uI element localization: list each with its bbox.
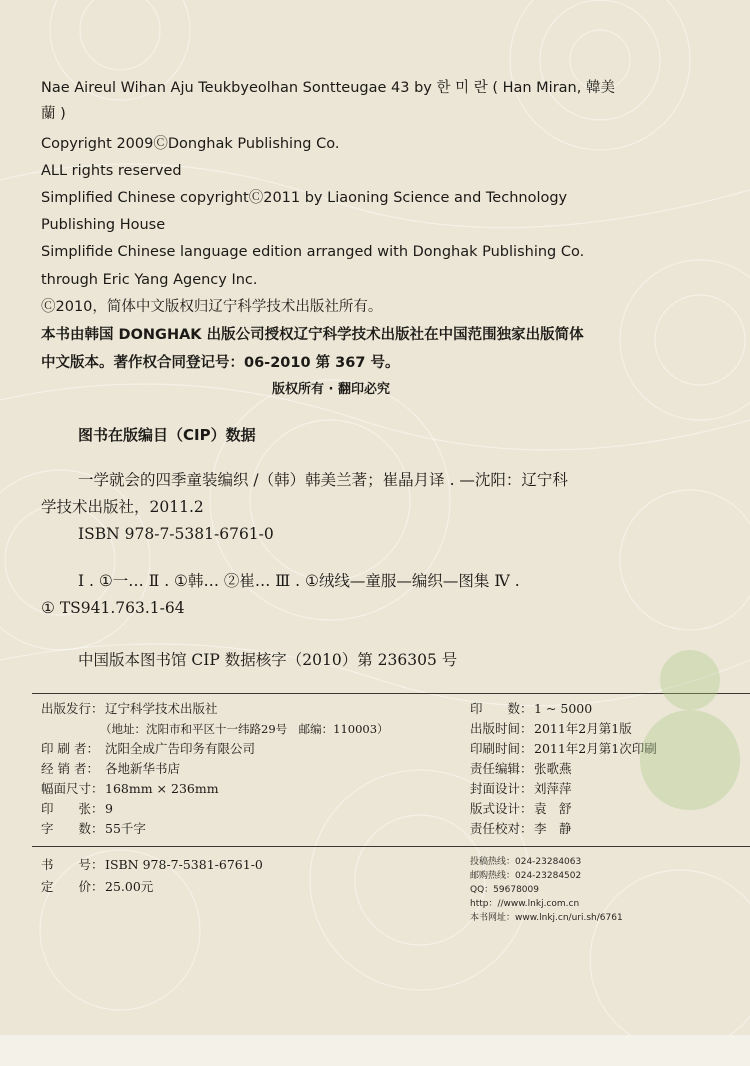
info-value: 1 ~ 5000 bbox=[534, 701, 593, 716]
info-value: 168mm × 236mm bbox=[105, 781, 219, 796]
info-key: 幅面尺寸： bbox=[41, 781, 104, 796]
info-print-run bbox=[470, 700, 592, 718]
contact-website: http：//www.lnkj.com.cn bbox=[470, 899, 580, 909]
info-value: 张歌燕 bbox=[534, 761, 572, 776]
info-distributor bbox=[41, 760, 180, 778]
watermark-stamp bbox=[620, 620, 740, 820]
info-key: 印 张： bbox=[41, 801, 104, 816]
info-value: 25.00元 bbox=[105, 879, 154, 894]
info-layout-designer bbox=[470, 800, 572, 818]
info-key: 封面设计： bbox=[470, 781, 533, 796]
divider-bottom bbox=[32, 846, 750, 847]
info-key: 责任校对： bbox=[470, 821, 533, 836]
info-value: 各地新华书店 bbox=[105, 761, 181, 776]
contact-qq: QQ：59678009 bbox=[470, 885, 539, 895]
cip-heading: 图书在版编目（CIP）数据 bbox=[78, 426, 256, 444]
info-word-count bbox=[41, 820, 146, 838]
cip-title-line-1: 一学就会的四季童装编织 /（韩）韩美兰著；崔晶月译 . —沈阳：辽宁科 bbox=[78, 471, 568, 489]
authorization-statement-line-2: 中文版本。著作权合同登记号：06-2010 第 367 号。 bbox=[41, 355, 400, 371]
copyright-line-4: ALL rights reserved bbox=[41, 163, 182, 179]
copyright-line-3: Copyright 2009ⒸDonghak Publishing Co. bbox=[41, 136, 340, 152]
info-value: ISBN 978-7-5381-6761-0 bbox=[105, 857, 263, 872]
info-printed-sheets bbox=[41, 800, 113, 818]
info-value: 刘萍萍 bbox=[534, 781, 572, 796]
book-isbn bbox=[41, 856, 263, 874]
info-publication-date bbox=[470, 720, 632, 738]
authorization-statement-line-1: 本书由韩国 DONGHAK 出版公司授权辽宁科学技术出版社在中国范围独家出版简体 bbox=[41, 327, 584, 343]
book-price bbox=[41, 878, 153, 896]
info-value: 沈阳全成广告印务有限公司 bbox=[105, 741, 256, 756]
info-value: 55千字 bbox=[105, 821, 146, 836]
info-value: 袁 舒 bbox=[534, 801, 572, 816]
cip-classification-line-1: Ⅰ . ①一… Ⅱ . ①韩… ②崔… Ⅲ . ①绒线—童服—编织—图集 Ⅳ . bbox=[78, 572, 520, 590]
info-publisher bbox=[41, 700, 218, 718]
info-key: 定 价： bbox=[41, 879, 104, 894]
info-value: 9 bbox=[105, 801, 113, 816]
info-value: 李 静 bbox=[534, 821, 572, 836]
info-key: 印 刷 者： bbox=[41, 741, 99, 756]
info-proofreader bbox=[470, 820, 572, 838]
page-bottom-margin bbox=[0, 1035, 750, 1066]
info-value: 辽宁科学技术出版社 bbox=[105, 701, 218, 716]
info-editor bbox=[470, 760, 572, 778]
info-key: 出版时间： bbox=[470, 721, 533, 736]
cip-classification-line-2: ① TS941.763.1-64 bbox=[41, 599, 185, 617]
info-value: 2011年2月第1版 bbox=[534, 721, 632, 736]
copyright-line-7: Simplifide Chinese language edition arranged with Donghak Publishing Co. bbox=[41, 244, 585, 260]
copyright-line-5: Simplified Chinese copyrightⒸ2011 by Liaoning Science and Technology bbox=[41, 190, 568, 206]
cip-verification-number: 中国版本图书馆 CIP 数据核字（2010）第 236305 号 bbox=[78, 651, 458, 669]
info-key: 字 数： bbox=[41, 821, 104, 836]
contact-mail-order-hotline: 邮购热线：024-23284502 bbox=[470, 871, 582, 881]
cip-title-line-2: 学技术出版社，2011.2 bbox=[41, 498, 204, 516]
info-key: 版式设计： bbox=[470, 801, 533, 816]
copyright-line-8: through Eric Yang Agency Inc. bbox=[41, 272, 258, 288]
info-value: （地址：沈阳市和平区十一纬路29号 邮编：110003） bbox=[100, 722, 389, 736]
info-key: 经 销 者： bbox=[41, 761, 99, 776]
info-value: 2011年2月第1次印刷 bbox=[534, 741, 657, 756]
contact-book-url: 本书网址：www.lnkj.cn/uri.sh/6761 bbox=[470, 913, 623, 923]
info-printer bbox=[41, 740, 255, 758]
all-rights-reserved: 版权所有 · 翻印必究 bbox=[272, 382, 390, 397]
copyright-line-6: Publishing House bbox=[41, 217, 166, 233]
info-key: 书 号： bbox=[41, 857, 104, 872]
copyright-line-1: Nae Aireul Wihan Aju Teukbyeolhan Sontteugae 43 by 한 미 란 ( Han Miran, 韓美 bbox=[41, 80, 615, 96]
contact-submission-hotline: 投稿热线：024-23284063 bbox=[470, 857, 582, 867]
info-key: 出版发行： bbox=[41, 701, 104, 716]
chinese-copyright-notice: Ⓒ2010，简体中文版权归辽宁科学技术出版社所有。 bbox=[41, 299, 383, 315]
info-key: 印 数： bbox=[470, 701, 533, 716]
info-cover-designer bbox=[470, 780, 572, 798]
info-key: 印刷时间： bbox=[470, 741, 533, 756]
info-format bbox=[41, 780, 219, 798]
cip-isbn: ISBN 978-7-5381-6761-0 bbox=[78, 525, 274, 543]
copyright-line-2: 蘭 ) bbox=[41, 106, 66, 122]
info-address bbox=[100, 720, 389, 738]
info-key: 责任编辑： bbox=[470, 761, 533, 776]
